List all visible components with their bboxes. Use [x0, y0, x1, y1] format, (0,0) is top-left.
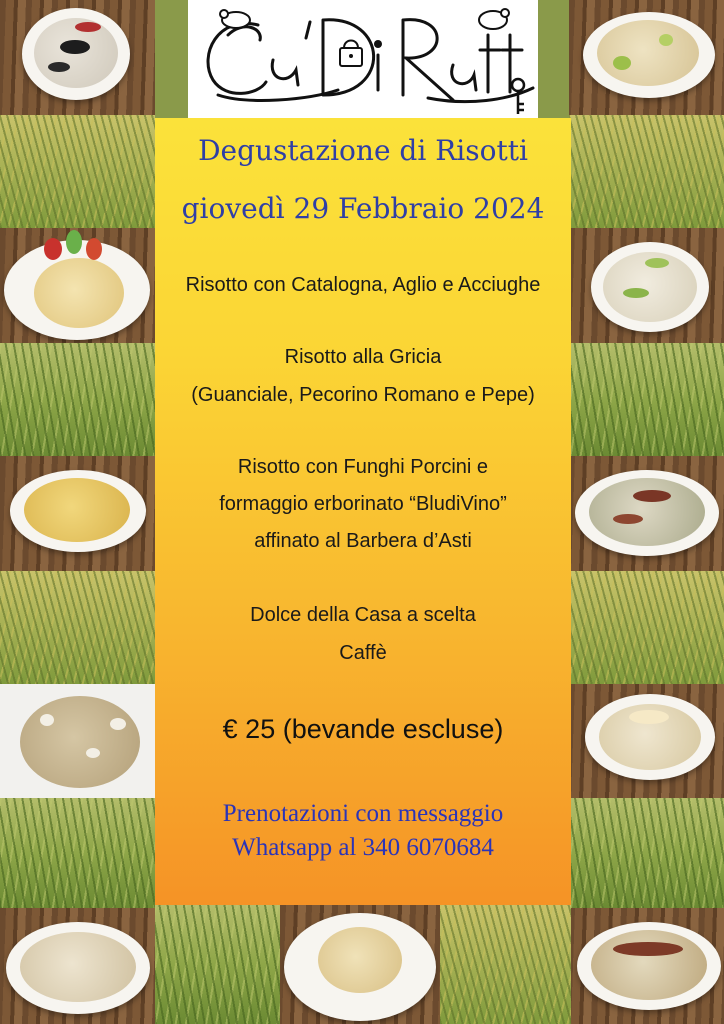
dish-3-line-3: affinato al Barbera d’Asti	[254, 530, 472, 552]
photo-rice-field	[0, 115, 155, 228]
photo-risotto-saffron	[0, 456, 155, 571]
logo-lettering	[188, 0, 538, 118]
dessert: Dolce della Casa a scelta	[250, 604, 476, 626]
coffee: Caffè	[339, 642, 387, 664]
dish-3-line-1: Risotto con Funghi Porcini e	[237, 456, 489, 478]
photo-rice-field-right-2	[569, 798, 724, 908]
price: € 25 (bevande escluse)	[222, 714, 504, 744]
photo-rice-ears	[0, 571, 155, 684]
dish-2-description: (Guanciale, Pecorino Romano e Pepe)	[191, 384, 535, 406]
booking-line-1: Prenotazioni con messaggio	[222, 800, 504, 827]
photo-risotto-squid-ink	[0, 0, 155, 115]
photo-risotto-avocado	[569, 228, 724, 343]
photo-rice-stalks-right	[569, 343, 724, 456]
photo-rice-ears-right	[569, 571, 724, 684]
restaurant-logo	[188, 0, 538, 118]
event-date: giovedì 29 Febbraio 2024	[181, 192, 545, 225]
photo-risotto-bottom-left	[0, 908, 155, 1024]
menu-panel	[155, 118, 571, 905]
photo-risotto-apple	[569, 684, 724, 798]
photo-rice-bottom-1	[155, 905, 280, 1024]
photo-risotto-bottom-center	[280, 905, 440, 1024]
photo-rice-bottom-2	[440, 905, 571, 1024]
photo-risotto-bottom-right	[569, 908, 724, 1024]
photo-risotto-bacon	[569, 456, 724, 571]
photo-risotto-vegetables	[0, 228, 155, 343]
dish-3-line-2: formaggio erborinato “BludiVino”	[219, 493, 507, 515]
photo-risotto-mushroom	[0, 684, 155, 798]
photo-rice-field-right	[569, 115, 724, 228]
photo-rice-field-2	[0, 798, 155, 908]
photo-rice-stalks	[0, 343, 155, 456]
dish-2-name: Risotto alla Gricia	[284, 346, 442, 368]
photo-risotto-zucchini	[569, 0, 724, 115]
event-title: Degustazione di Risotti	[198, 134, 528, 167]
booking-line-2: Whatsapp al 340 6070684	[232, 834, 494, 861]
dish-1: Risotto con Catalogna, Aglio e Acciughe	[185, 274, 541, 296]
